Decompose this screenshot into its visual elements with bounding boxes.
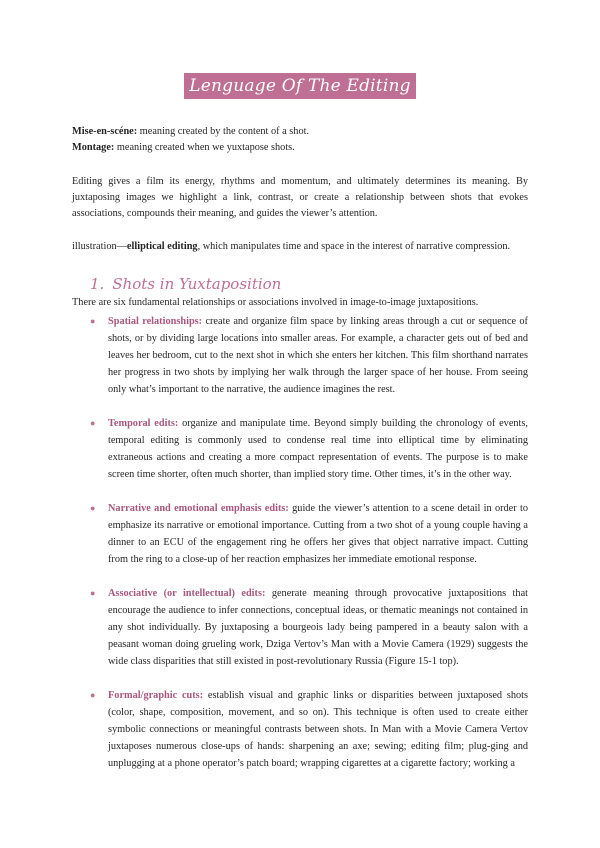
section-heading xyxy=(90,274,281,294)
editing-paragraph xyxy=(72,174,528,222)
illustration-line xyxy=(72,239,528,255)
bullet-text: create and organize film space by linking areas through a cut or sequence of shots, or by dividing large locations into smaller areas. For example, a character gets out of bed and leaves her bedroom, cut to the next shot in which she enters her kitchen. This film shorthand narrates her progress in two shots by implying her walk through the larger space of her house. From seeing only what’s important to the narrative, the audience imagines the rest. xyxy=(108,316,528,395)
juxtaposition-list xyxy=(72,313,528,789)
illustration-suffix: , which manipulates time and space in the interest of narrative compression. xyxy=(197,241,511,252)
definition-montage xyxy=(72,140,528,156)
illustration-prefix: illustration— xyxy=(72,241,127,252)
title-container xyxy=(0,73,600,99)
bullet-icon: ● xyxy=(90,316,96,326)
section-title: Shots in Yuxtaposition xyxy=(112,275,282,293)
definition-mise-en-scene xyxy=(72,124,528,140)
bullet-term: Formal/graphic cuts: xyxy=(108,690,204,701)
bullet-icon: ● xyxy=(90,690,96,700)
illustration-bold: elliptical editing xyxy=(126,241,198,252)
bullet-icon: ● xyxy=(90,418,96,428)
bullet-text: guide the viewer’s attention to a scene detail in order to emphasize its narrative or emotional importance. Cutting from a two shot of a young couple having a dinner to an ECU of the engagement ring he offers her gives that object narrative impact. Cutting from the ring to a close-up of her reaction emphasizes her immediate emotional response. xyxy=(108,503,528,565)
page-title: Lenguage Of The Editing xyxy=(184,73,415,99)
bullet-term: Temporal edits: xyxy=(108,418,179,429)
list-item xyxy=(72,500,528,568)
paragraph-text: Editing gives a film its energy, rhythms and momentum, and ultimately determines its meaning. By juxtaposing images we highlight a link, contrast, or create a relationship between shots that evokes associations, compounds their meaning, and guides the viewer’s attention. xyxy=(72,176,528,219)
bullet-icon: ● xyxy=(90,503,96,513)
bullet-term: Associative (or intellectual) edits: xyxy=(108,588,266,599)
bullet-text: generate meaning through provocative juxtapositions that encourage the audience to infer connections, conceptual ideas, or thematic meanings not contained in any shot individually. By juxtaposing a bourgeois lady being pampered in a beauty salon with a peasant woman doing grueling work, Dziga Vertov’s Man with a Movie Camera (1929) suggests the wide class disparities that still existed in post-revolutionary Russia (Figure 15-1 top). xyxy=(108,588,529,667)
list-item xyxy=(72,585,528,670)
bullet-text: establish visual and graphic links or disparities between juxtaposed shots (color, shape, composition, movement, and so on). This technique is often used to create either symbolic connections or meaningful contrasts between shots. In Man with a Movie Camera Vertov juxtaposes numerous close-ups of hands: sharpening an axe; sewing; editing film; plug-ging and unplugging at a phone operator’s patch board; wrapping cigarettes at a cigarette factory; working a xyxy=(108,690,528,769)
list-item xyxy=(72,313,528,398)
bullet-term: Narrative and emotional emphasis edits: xyxy=(108,503,289,514)
definition-term: Mise-en-scéne: xyxy=(72,126,138,137)
definition-text: meaning created by the content of a shot. xyxy=(139,126,310,137)
definitions xyxy=(72,124,528,156)
section-number: 1. xyxy=(90,275,105,293)
list-item xyxy=(72,687,528,772)
list-item xyxy=(72,415,528,483)
definition-text: meaning created when we yuxtapose shots. xyxy=(116,142,295,153)
section-intro: There are six fundamental relationships or associations involved in image-to-image juxtapositions. xyxy=(72,297,479,308)
bullet-icon: ● xyxy=(90,588,96,598)
definition-term: Montage: xyxy=(72,142,115,153)
bullet-text: organize and manipulate time. Beyond simply building the chronology of events, temporal editing is commonly used to condense real time into elliptical time by eliminating extraneous actions and creating a more compact representation of events. The purpose is to make screen time shorter, often much shorter, than implied story time. Other times, it’s in the other way. xyxy=(108,418,528,480)
bullet-term: Spatial relationships: xyxy=(108,316,203,327)
